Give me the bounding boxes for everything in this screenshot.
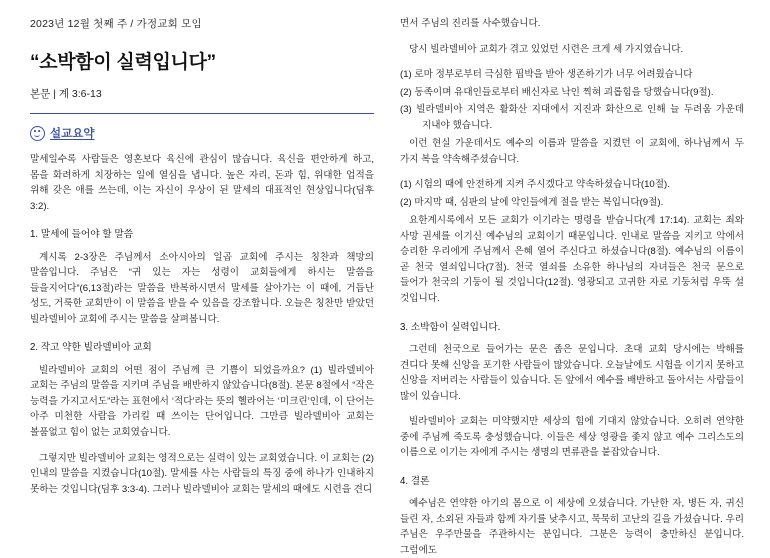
left-column (30, 16, 374, 534)
smiley-icon (30, 126, 45, 141)
document-meta: 2023년 12월 첫째 주 / 가정교회 모임 (30, 18, 202, 30)
page-title: “소박함이 실력입니다” (30, 52, 216, 73)
scripture-reference: 본문 | 계 3:6-13 (30, 88, 102, 100)
trial-intro-paragraph: 당시 빌라델비아 교회가 겪고 있었던 시련은 크게 세 가지였습니다. (409, 43, 684, 55)
section-1-paragraph-1: 계시록 2-3장은 주님께서 소아시아의 일곱 교회에 주시는 칭찬과 책망의 말씀입니다. 주님은 “귀 있는 자는 성령이 교회들에게 하시는 말씀을 들을지어다”(6,13절)라는 말씀을 반복하시면서 말세를 살아가는 이 때에, 거듭난 성도, 거룩한 교회만이 이 말씀을 받을 수 있음을 강조합니다. 오늘은 칭찬만 받았던 빌라델비아 교회에 주시는 말씀을 살펴봅니다. (30, 251, 374, 325)
section-3-paragraph-2: 빌라델비아 교회는 미약했지만 세상의 힘에 기대지 않았습니다. 오히려 연약한 중에 주님께 죽도록 충성했습니다. 이들은 세상 영광을 좇지 않고 예수 그리스도의 이름으로 이기는 자에게 주시는 생명의 면류관을 붙잡았습니다. (400, 416, 744, 459)
promise-list-item: (1) 시험의 때에 안전하게 지켜 주시겠다고 약속하셨습니다(10절). (400, 179, 670, 191)
promise-paragraph: 요한계시록에서 모든 교회가 이기라는 명령을 받습니다(계 17:14). 교회는 죄와 사망 권세를 이기신 예수님의 교회이기 때문입니다. 인내로 말씀을 지키고 악에서 승리한 우리에게 주님께서 은혜 열어 주신다고 하셨습니다(8절). 예수님의 이름이 곧 천국 열쇠입니다(7절). 천국 열쇠를 소유한 하나님의 자녀들은 천국 문으로 들어가 천국의 기둥이 될 것입니다(12절). 영광되고 고귀한 자로 기둥처럼 우뚝 설 것입니다. (400, 215, 744, 304)
section-2-paragraph-1: 빌라델비아 교회의 어떤 점이 주님께 큰 기쁨이 되었을까요? (1) 빌라델비아 교회는 주님의 말씀을 지키며 주님을 배반하지 않았습니다(8절). 본문 8절에서 “작은 능력을 가지고서도”라는 표현에서 ‘적다’라는 뜻의 헬라어는 ‘미크린’인데, 이 단어는 아주 미천한 사람을 가리킬 때 쓰이는 단어입니다. 그만큼 빌라델비아 교회는 볼품없고 힘이 없는 교회였습니다. (30, 364, 374, 438)
section-3-paragraph-1: 그런데 천국으로 들어가는 문은 좁은 문입니다. 초대 교회 당시에는 박해를 견디다 못해 신앙을 포기한 사람들이 많았습니다. 오늘날에도 시험을 이기지 못하고 신앙을 저버리는 사람들이 있습니다. 돈 앞에서 예수를 배반하고 돌아서는 사람들이 많이 있습니다. (400, 344, 744, 402)
section-4-paragraph-1: 예수님은 연약한 아기의 몸으로 이 세상에 오셨습니다. 가난한 자, 병든 자, 귀신 들린 자, 소외된 자들과 함께 자기를 낮추시고, 묵묵히 고난의 길을 가셨습니다. 우리 주님은 우주만물을 주관하시는 분입니다. 그분은 능력이 충만하신 분입니다. 그럼에도 (400, 498, 744, 556)
section-heading-1: 1. 말세에 들어야 할 말씀 (30, 229, 134, 241)
section-heading-2: 2. 작고 약한 빌라델비아 교회 (30, 342, 152, 354)
section-2-paragraph-2: 그렇지만 빌라델비아 교회는 영적으로는 실력이 있는 교회였습니다. 이 교회는 (2) 인내의 말씀을 지켰습니다(10절). 말세를 사는 사람들의 특징 중에 하나가 인내하지 못하는 것입니다(딤후 3:3-4). 그러나 빌라델비아 교회는 말세의 때에도 시련을 견디 (30, 452, 374, 495)
reality-intro-paragraph: 이런 현실 가운데서도 예수의 이름과 말씀을 지켰던 이 교회에, 하나님께서 두 가지 복을 약속해주셨습니다. (400, 138, 744, 165)
trial-list-item: (3) 빌라델비아 지역은 활화산 지대에서 지진과 화산으로 인해 늘 두려움 가운데 지내야 했습니다. (400, 104, 744, 131)
trial-list-item: (1) 로마 정부로부터 극심한 핍박을 받아 생존하기가 너무 어려웠습니다 (400, 69, 693, 81)
right-column (400, 16, 744, 556)
summary-paragraph: 말세일수록 사람들은 영혼보다 육신에 관심이 많습니다. 육신을 편안하게 하고, 몸을 화려하게 치장하는 일에 열심을 냅니다. 높은 자리, 돈과 힘, 위대한 업적을 위해 갖은 애를 쓰는데, 이는 자신이 우상이 된 말세의 대표적인 현상입니다(딤후 3:2). (30, 154, 374, 212)
summary-heading (30, 125, 374, 141)
divider (30, 113, 374, 114)
promise-list-item: (2) 마지막 때, 심판의 날에 악인들에게 절을 받는 복입니다(9절). (400, 196, 664, 208)
continuation-paragraph: 면서 주님의 진리를 사수했습니다. (400, 18, 541, 29)
summary-label: 설교요약 (50, 128, 95, 140)
trial-list-item: (2) 동족이며 유대인들로부터 배신자로 낙인 찍혀 괴롭힘을 당했습니다(9절). (400, 86, 714, 98)
section-heading-3: 3. 소박함이 실력입니다. (400, 321, 501, 333)
section-heading-4: 4. 결론 (400, 475, 430, 487)
